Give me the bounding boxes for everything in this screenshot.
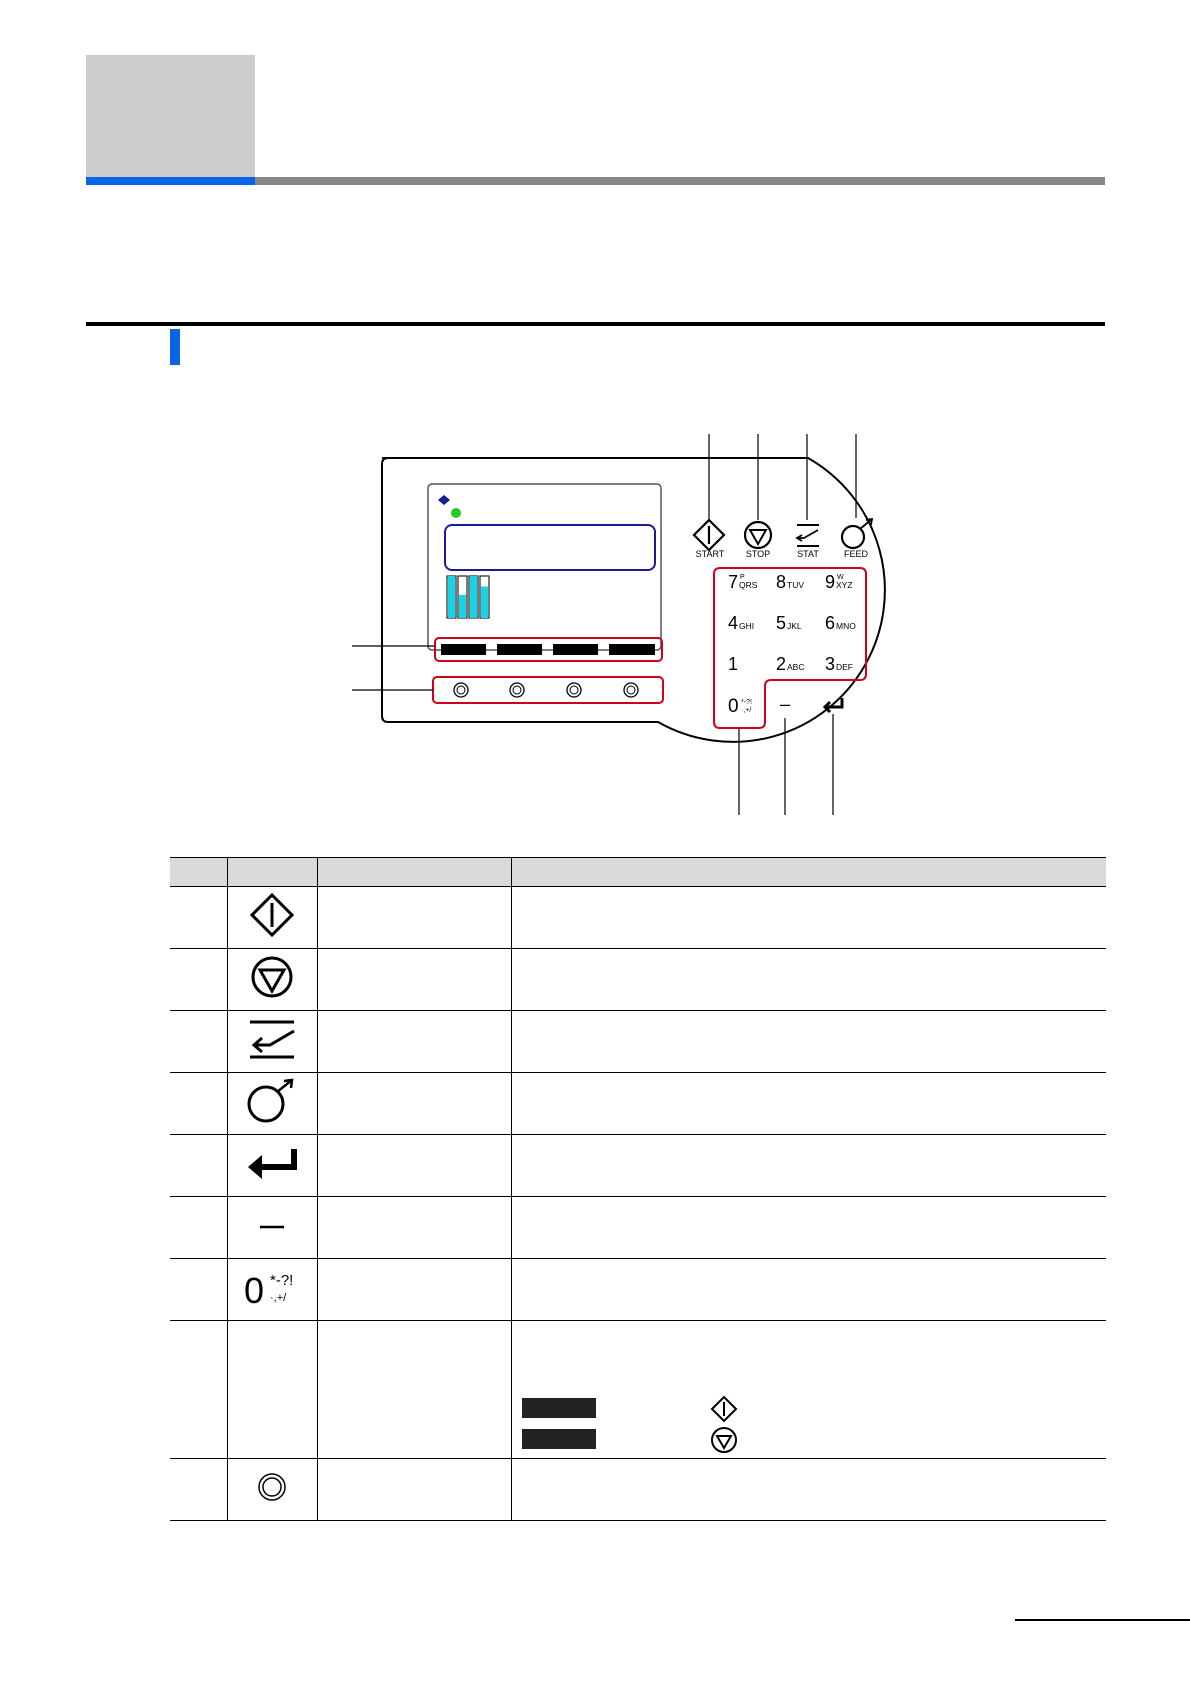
keypad-key-6[interactable] (825, 613, 856, 633)
round-button-3 (567, 683, 581, 697)
soft-key-example-1 (522, 1398, 596, 1418)
zero-key-digit: 0 (728, 696, 739, 717)
soft-key-4 (609, 644, 655, 655)
keypad-key-9[interactable] (825, 572, 853, 592)
keypad-superscript: W (837, 574, 844, 581)
status-led (451, 508, 461, 518)
reagent-bar-fill (459, 595, 466, 618)
table-row (170, 1011, 1106, 1073)
footer-rule (1015, 1619, 1190, 1621)
stat-icon (797, 525, 819, 546)
keypad-key-8[interactable] (776, 572, 804, 592)
keypad-letters: JKL (787, 621, 802, 631)
reagent-bar-fill (481, 587, 488, 619)
keypad-letters: DEF (836, 662, 853, 672)
keypad-key-4[interactable] (728, 613, 754, 633)
start-label: START (695, 549, 725, 559)
reagent-bar-fill (470, 576, 477, 618)
feed-icon (842, 519, 872, 548)
table-row (170, 1259, 1106, 1321)
keypad-digit: 7 (728, 572, 739, 592)
minus-key-label: – (779, 694, 791, 714)
round-button-1 (454, 683, 468, 697)
keypad-digit: 6 (825, 613, 836, 633)
keypad-digit: 3 (825, 654, 836, 674)
keypad-letters: MNO (836, 621, 856, 631)
table-row (170, 1197, 1106, 1259)
table-row (170, 1135, 1106, 1197)
stat-label: STAT (797, 549, 819, 559)
soft-key-3 (553, 644, 598, 655)
feed-key[interactable] (842, 519, 872, 559)
control-panel-diagram (340, 425, 960, 815)
feed-icon (246, 1078, 298, 1124)
svg-text:·,+/: ·,+/ (270, 1292, 287, 1304)
lcd-logo-icon (438, 495, 450, 505)
zero-key-symbols-top: *-?! (741, 699, 752, 706)
round-button-4 (624, 683, 638, 697)
keypad-letters: ABC (787, 662, 805, 672)
stat-icon (244, 1017, 300, 1061)
minus-icon (257, 1222, 287, 1232)
keypad-key-1[interactable] (728, 654, 738, 674)
table-header-row (170, 858, 1106, 887)
svg-text:0: 0 (244, 1270, 265, 1309)
table-row (170, 949, 1106, 1011)
keypad-digit: 5 (776, 613, 787, 633)
keypad-superscript: P (740, 574, 745, 581)
reagent-level-gauge (447, 576, 489, 618)
stop-icon (710, 1426, 738, 1454)
feed-label: FEED (843, 549, 869, 559)
header-description (511, 858, 1106, 887)
chapter-bar (255, 177, 1105, 185)
keypad-key-2[interactable] (776, 654, 804, 674)
lcd-screen (428, 484, 661, 650)
table-row (170, 1073, 1106, 1135)
stop-icon (250, 955, 294, 999)
header-key (227, 858, 317, 887)
zero-key-symbols-bottom: ·,+/ (741, 707, 752, 714)
start-icon (250, 893, 294, 937)
keypad-key-7[interactable] (728, 572, 758, 592)
section-marker (170, 329, 180, 365)
table-row (170, 887, 1106, 949)
soft-key-2 (497, 644, 542, 655)
section-rule (86, 322, 1105, 326)
zero-symbol-key-icon (240, 1265, 304, 1309)
stop-label: STOP (745, 549, 771, 559)
minus-key[interactable] (780, 694, 790, 714)
start-icon (710, 1395, 738, 1423)
keypad-key-3[interactable] (825, 654, 853, 674)
keypad-digit: 8 (776, 572, 787, 592)
svg-text:*-?!: *-?! (270, 1272, 294, 1289)
round-button-2 (510, 683, 524, 697)
lcd-message-box (445, 525, 655, 570)
keypad-key-5[interactable] (776, 613, 802, 633)
keypad-digit: 4 (728, 613, 739, 633)
start-key[interactable] (694, 520, 725, 559)
soft-key-example-2 (522, 1429, 596, 1449)
key-description-table (170, 857, 1106, 1521)
keypad-digit: 9 (825, 572, 836, 592)
header-name (317, 858, 511, 887)
reagent-bar-fill (448, 576, 455, 618)
stop-key[interactable] (745, 522, 771, 559)
zero-key[interactable] (728, 696, 752, 717)
round-button-icon (256, 1471, 288, 1503)
chapter-bar-accent (86, 177, 255, 185)
stat-key[interactable] (797, 525, 819, 559)
numeric-keypad (728, 572, 856, 674)
header-no (170, 858, 227, 887)
chapter-tab (86, 55, 255, 185)
keypad-digit: 1 (728, 654, 739, 674)
keypad-letters: GHI (739, 621, 755, 631)
keypad-digit: 2 (776, 654, 787, 674)
keypad-letters: TUV (787, 580, 804, 590)
keypad-letters: XYZ (836, 580, 853, 590)
enter-icon (244, 1145, 300, 1181)
table-row (170, 1321, 1106, 1459)
soft-key-1 (441, 644, 486, 655)
table-row (170, 1459, 1106, 1521)
keypad-letters: QRS (739, 580, 758, 590)
